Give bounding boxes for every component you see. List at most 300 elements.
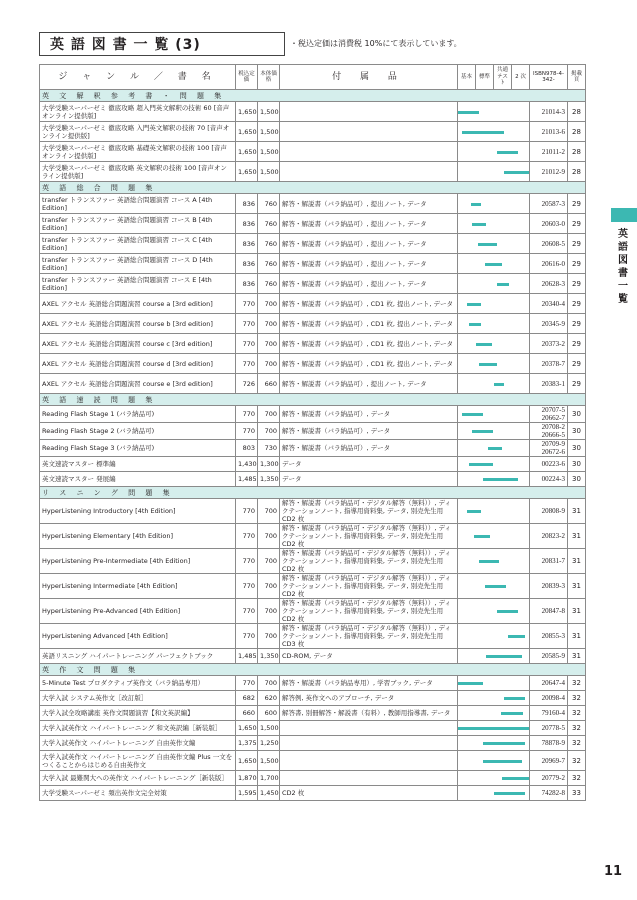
table-row bbox=[40, 786, 586, 801]
table-row bbox=[40, 102, 586, 122]
level-range-cell bbox=[458, 499, 530, 524]
book-title: 大学入試英作文 ハイパートレーニング 自由英作文編 Plus 一文をつくることからはじめる自由英作文 bbox=[40, 751, 236, 771]
book-title: 大学受験スーパーゼミ 徹底攻略 基礎英文解釈の技術 100 [音声オンライン提供版] bbox=[40, 142, 236, 162]
book-title: AXEL アクセル 英語総合問題演習 course c [3rd edition] bbox=[40, 334, 236, 354]
catalog-page: 29 bbox=[568, 374, 586, 394]
price-base: 700 bbox=[258, 524, 280, 549]
accessories: 解答・解説書（バラ納品可）, CD1 枚, 提出ノート, データ bbox=[280, 294, 458, 314]
table-row bbox=[40, 314, 586, 334]
accessories: 解答・解説書（バラ納品可）, 提出ノート, データ bbox=[280, 274, 458, 294]
price-tax: 1,870 bbox=[236, 771, 258, 786]
header-isbn: ISBN978-4-342- bbox=[530, 65, 568, 90]
isbn-code: 20855-3 bbox=[530, 624, 568, 649]
level-range-cell bbox=[458, 721, 530, 736]
accessories: 解答・解説書（バラ納品可・デジタル解答（無料））, ディクテーションノート, 指導用資料集, データ, 別売先生用 CD2 枚 bbox=[280, 524, 458, 549]
book-title: transfer トランスファー 英語総合問題演習 コース D [4th Edition] bbox=[40, 254, 236, 274]
isbn-code: 20707-5 20662-7 bbox=[530, 406, 568, 423]
level-range-bar bbox=[504, 171, 529, 174]
price-tax: 682 bbox=[236, 691, 258, 706]
price-base: 660 bbox=[258, 374, 280, 394]
catalog-page: 30 bbox=[568, 440, 586, 457]
table-row bbox=[40, 599, 586, 624]
price-base: 1,450 bbox=[258, 786, 280, 801]
table-row bbox=[40, 234, 586, 254]
table-header-row bbox=[40, 65, 586, 90]
isbn-code: 78878-9 bbox=[530, 736, 568, 751]
book-title: 大学受験スーパーゼミ 徹底攻略 入門英文解釈の技術 70 [音声オンライン提供版] bbox=[40, 122, 236, 142]
catalog-page: 30 bbox=[568, 457, 586, 472]
section-header bbox=[40, 487, 586, 499]
price-tax: 1,650 bbox=[236, 122, 258, 142]
level-range-bar bbox=[483, 478, 519, 481]
isbn-code: 20373-2 bbox=[530, 334, 568, 354]
price-tax: 770 bbox=[236, 549, 258, 574]
price-base: 700 bbox=[258, 423, 280, 440]
section-label: 英 語 総 合 問 題 集 bbox=[40, 182, 586, 194]
book-list-table bbox=[39, 64, 586, 801]
level-range-cell bbox=[458, 294, 530, 314]
table-row bbox=[40, 194, 586, 214]
price-tax: 836 bbox=[236, 194, 258, 214]
level-range-cell bbox=[458, 771, 530, 786]
catalog-page: 31 bbox=[568, 599, 586, 624]
table-row bbox=[40, 457, 586, 472]
isbn-code: 20098-4 bbox=[530, 691, 568, 706]
catalog-page: 29 bbox=[568, 294, 586, 314]
price-tax: 770 bbox=[236, 406, 258, 423]
accessories: 解答・解説書（バラ納品可）, CD1 枚, 提出ノート, データ bbox=[280, 334, 458, 354]
price-base: 620 bbox=[258, 691, 280, 706]
price-base: 1,500 bbox=[258, 102, 280, 122]
price-base: 700 bbox=[258, 624, 280, 649]
isbn-code: 20647-4 bbox=[530, 676, 568, 691]
price-base: 760 bbox=[258, 254, 280, 274]
header-level-basic: 基本 bbox=[458, 65, 476, 90]
level-range-cell bbox=[458, 334, 530, 354]
level-range-bar bbox=[458, 682, 483, 685]
level-range-bar bbox=[497, 283, 509, 286]
price-base: 1,700 bbox=[258, 771, 280, 786]
isbn-code: 00224-3 bbox=[530, 472, 568, 487]
price-base: 700 bbox=[258, 574, 280, 599]
level-range-cell bbox=[458, 354, 530, 374]
level-range-cell bbox=[458, 440, 530, 457]
level-range-cell bbox=[458, 457, 530, 472]
catalog-page: 31 bbox=[568, 649, 586, 664]
level-range-bar bbox=[469, 323, 482, 326]
level-range-cell bbox=[458, 234, 530, 254]
accessories bbox=[280, 771, 458, 786]
book-title: 大学入試英作文 ハイパートレーニング 和文英訳編［新装版］ bbox=[40, 721, 236, 736]
table-row bbox=[40, 524, 586, 549]
catalog-page: 30 bbox=[568, 423, 586, 440]
isbn-code: 79160-4 bbox=[530, 706, 568, 721]
price-tax: 726 bbox=[236, 374, 258, 394]
isbn-code: 20808-9 bbox=[530, 499, 568, 524]
level-range-bar bbox=[497, 610, 518, 613]
table-row bbox=[40, 706, 586, 721]
price-tax: 770 bbox=[236, 524, 258, 549]
isbn-code: 20587-3 bbox=[530, 194, 568, 214]
price-base: 1,500 bbox=[258, 122, 280, 142]
table-row bbox=[40, 162, 586, 182]
price-base: 700 bbox=[258, 599, 280, 624]
price-tax: 1,650 bbox=[236, 751, 258, 771]
book-title: Reading Flash Stage 2 (バラ納品可) bbox=[40, 423, 236, 440]
price-base: 700 bbox=[258, 499, 280, 524]
book-title: HyperListening Advanced [4th Edition] bbox=[40, 624, 236, 649]
section-label: 英 語 速 読 問 題 集 bbox=[40, 394, 586, 406]
price-base: 700 bbox=[258, 354, 280, 374]
level-range-cell bbox=[458, 162, 530, 182]
isbn-code: 20778-5 bbox=[530, 721, 568, 736]
table-row bbox=[40, 406, 586, 423]
level-range-cell bbox=[458, 676, 530, 691]
accessories bbox=[280, 736, 458, 751]
level-range-bar bbox=[502, 777, 529, 780]
price-tax: 1,595 bbox=[236, 786, 258, 801]
level-range-bar bbox=[469, 463, 494, 466]
section-header bbox=[40, 394, 586, 406]
level-range-cell bbox=[458, 194, 530, 214]
catalog-page: 29 bbox=[568, 214, 586, 234]
level-range-cell bbox=[458, 102, 530, 122]
level-range-bar bbox=[485, 585, 506, 588]
price-base: 600 bbox=[258, 706, 280, 721]
book-title: HyperListening Introductory [4th Edition] bbox=[40, 499, 236, 524]
section-header bbox=[40, 182, 586, 194]
table-row bbox=[40, 423, 586, 440]
isbn-code: 20585-9 bbox=[530, 649, 568, 664]
catalog-page: 32 bbox=[568, 706, 586, 721]
level-range-cell bbox=[458, 574, 530, 599]
isbn-code: 20383-1 bbox=[530, 374, 568, 394]
price-base: 700 bbox=[258, 334, 280, 354]
accessories: データ bbox=[280, 457, 458, 472]
level-range-bar bbox=[472, 223, 486, 226]
price-tax: 836 bbox=[236, 234, 258, 254]
price-base: 1,500 bbox=[258, 751, 280, 771]
table-row bbox=[40, 142, 586, 162]
isbn-code: 20969-7 bbox=[530, 751, 568, 771]
catalog-page: 29 bbox=[568, 354, 586, 374]
level-range-cell bbox=[458, 314, 530, 334]
level-range-cell bbox=[458, 472, 530, 487]
price-base: 1,500 bbox=[258, 162, 280, 182]
level-range-bar bbox=[501, 712, 524, 715]
level-range-cell bbox=[458, 214, 530, 234]
catalog-page: 29 bbox=[568, 254, 586, 274]
isbn-code: 20709-9 20672-6 bbox=[530, 440, 568, 457]
book-title: 大学入試 システム英作文［改訂版］ bbox=[40, 691, 236, 706]
level-range-cell bbox=[458, 423, 530, 440]
header-price-tax: 税込定価 bbox=[236, 65, 258, 90]
isbn-code: 20603-0 bbox=[530, 214, 568, 234]
price-tax: 836 bbox=[236, 214, 258, 234]
level-range-bar bbox=[472, 430, 493, 433]
book-title: transfer トランスファー 英語総合問題演習 コース B [4th Edition] bbox=[40, 214, 236, 234]
isbn-code: 21014-3 bbox=[530, 102, 568, 122]
header-level-common-test: 共通テスト bbox=[494, 65, 512, 90]
level-range-cell bbox=[458, 549, 530, 574]
catalog-page: 31 bbox=[568, 549, 586, 574]
price-tax: 1,485 bbox=[236, 472, 258, 487]
catalog-page: 28 bbox=[568, 142, 586, 162]
price-tax: 770 bbox=[236, 423, 258, 440]
catalog-page: 32 bbox=[568, 736, 586, 751]
price-tax: 770 bbox=[236, 624, 258, 649]
level-range-cell bbox=[458, 122, 530, 142]
table-row bbox=[40, 771, 586, 786]
accessories: 解答・解説書（バラ納品可）, データ bbox=[280, 423, 458, 440]
level-range-cell bbox=[458, 736, 530, 751]
catalog-page: 31 bbox=[568, 624, 586, 649]
accessories: 解答・解説書（バラ納品可）, 提出ノート, データ bbox=[280, 234, 458, 254]
table-row bbox=[40, 499, 586, 524]
accessories bbox=[280, 721, 458, 736]
book-title: HyperListening Pre-Advanced [4th Edition] bbox=[40, 599, 236, 624]
level-range-cell bbox=[458, 524, 530, 549]
level-range-bar bbox=[494, 383, 505, 386]
level-range-bar bbox=[476, 343, 492, 346]
isbn-code: 20708-2 20666-5 bbox=[530, 423, 568, 440]
accessories bbox=[280, 142, 458, 162]
book-title: 大学入試英作文 ハイパートレーニング 自由英作文編 bbox=[40, 736, 236, 751]
price-tax: 770 bbox=[236, 499, 258, 524]
book-title: 英文速読マスター 発展編 bbox=[40, 472, 236, 487]
catalog-page: 29 bbox=[568, 234, 586, 254]
accessories: 解答・解説書（バラ納品可）, CD1 枚, 提出ノート, データ bbox=[280, 314, 458, 334]
isbn-code: 20340-4 bbox=[530, 294, 568, 314]
level-range-bar bbox=[479, 560, 499, 563]
isbn-code: 20608-5 bbox=[530, 234, 568, 254]
accessories: 解答・解説書（バラ納品可）, 提出ノート, データ bbox=[280, 254, 458, 274]
table-row bbox=[40, 274, 586, 294]
catalog-page: 30 bbox=[568, 472, 586, 487]
price-base: 700 bbox=[258, 549, 280, 574]
price-base: 760 bbox=[258, 194, 280, 214]
table-row bbox=[40, 751, 586, 771]
price-tax: 1,650 bbox=[236, 102, 258, 122]
catalog-page: 32 bbox=[568, 691, 586, 706]
price-tax: 770 bbox=[236, 314, 258, 334]
section-label: 英 作 文 問 題 集 bbox=[40, 664, 586, 676]
table-row bbox=[40, 294, 586, 314]
level-range-cell bbox=[458, 374, 530, 394]
book-title: AXEL アクセル 英語総合問題演習 course e [3rd edition] bbox=[40, 374, 236, 394]
level-range-cell bbox=[458, 691, 530, 706]
price-base: 760 bbox=[258, 274, 280, 294]
table-row bbox=[40, 254, 586, 274]
book-title: 英語リスニング ハイパートレーニング パーフェクトブック bbox=[40, 649, 236, 664]
price-tax: 1,485 bbox=[236, 649, 258, 664]
price-base: 1,500 bbox=[258, 721, 280, 736]
price-base: 760 bbox=[258, 214, 280, 234]
level-range-bar bbox=[467, 510, 481, 513]
level-range-cell bbox=[458, 751, 530, 771]
table-row bbox=[40, 374, 586, 394]
table-row bbox=[40, 214, 586, 234]
accessories bbox=[280, 122, 458, 142]
accessories: 解答・解説書（バラ納品可）, データ bbox=[280, 406, 458, 423]
table-row bbox=[40, 736, 586, 751]
isbn-code: 20779-2 bbox=[530, 771, 568, 786]
level-range-bar bbox=[504, 697, 525, 700]
table-row bbox=[40, 676, 586, 691]
accessories: 解答・解説書（バラ納品可・デジタル解答（無料））, ディクテーションノート, 指導用資料集, データ, 別売先生用 CD3 枚 bbox=[280, 624, 458, 649]
level-range-cell bbox=[458, 786, 530, 801]
catalog-page: 32 bbox=[568, 721, 586, 736]
level-range-bar bbox=[474, 535, 490, 538]
isbn-code: 20823-2 bbox=[530, 524, 568, 549]
price-tax: 836 bbox=[236, 274, 258, 294]
level-range-bar bbox=[462, 413, 483, 416]
level-range-bar bbox=[483, 760, 522, 763]
accessories: 解答・解説書（バラ納品可・デジタル解答（無料））, ディクテーションノート, 指導用資料集, データ, 別売先生用 CD2 枚 bbox=[280, 599, 458, 624]
table-row bbox=[40, 334, 586, 354]
price-tax: 1,650 bbox=[236, 142, 258, 162]
isbn-code: 20345-9 bbox=[530, 314, 568, 334]
level-range-bar bbox=[486, 655, 522, 658]
price-tax: 770 bbox=[236, 354, 258, 374]
accessories: 解答・解説書（バラ納品専用）, 学習ブック, データ bbox=[280, 676, 458, 691]
catalog-page: 33 bbox=[568, 786, 586, 801]
book-title: 大学入試全攻略講座 英作文問題演習【和文英訳編】 bbox=[40, 706, 236, 721]
isbn-code: 21012-9 bbox=[530, 162, 568, 182]
level-range-cell bbox=[458, 624, 530, 649]
level-range-bar bbox=[458, 727, 529, 730]
accessories: 解答・解説書（バラ納品可）, データ bbox=[280, 440, 458, 457]
price-base: 700 bbox=[258, 294, 280, 314]
book-title: 大学受験スーパーゼミ 徹底攻略 超入門英文解釈の技術 60 [音声オンライン提供版] bbox=[40, 102, 236, 122]
price-base: 1,500 bbox=[258, 142, 280, 162]
table-row bbox=[40, 649, 586, 664]
book-title: 英文速読マスター 標準編 bbox=[40, 457, 236, 472]
book-title: transfer トランスファー 英語総合問題演習 コース C [4th Edition] bbox=[40, 234, 236, 254]
accessories bbox=[280, 162, 458, 182]
price-base: 760 bbox=[258, 234, 280, 254]
table-row bbox=[40, 691, 586, 706]
isbn-code: 74282-8 bbox=[530, 786, 568, 801]
catalog-page: 29 bbox=[568, 194, 586, 214]
book-title: HyperListening Elementary [4th Edition] bbox=[40, 524, 236, 549]
header-level-standard: 標準 bbox=[476, 65, 494, 90]
header-genre: ジ ャ ン ル ／ 書 名 bbox=[40, 65, 236, 90]
level-range-bar bbox=[471, 203, 481, 206]
catalog-page: 31 bbox=[568, 524, 586, 549]
tax-note: ・税込定価は消費税 10%にて表示しています。 bbox=[290, 39, 462, 48]
level-range-bar bbox=[494, 792, 526, 795]
catalog-page: 30 bbox=[568, 406, 586, 423]
level-range-cell bbox=[458, 274, 530, 294]
level-range-cell bbox=[458, 254, 530, 274]
header-page: 掲載頁 bbox=[568, 65, 586, 90]
price-tax: 770 bbox=[236, 676, 258, 691]
accessories: 解答・解説書（バラ納品可・デジタル解答（無料））, ディクテーションノート, 指導用資料集, データ, 別売先生用 CD2 枚 bbox=[280, 499, 458, 524]
accessories bbox=[280, 751, 458, 771]
catalog-page: 31 bbox=[568, 499, 586, 524]
level-range-bar bbox=[497, 151, 518, 154]
level-range-bar bbox=[479, 363, 497, 366]
isbn-code: 21013-6 bbox=[530, 122, 568, 142]
accessories: 解答例, 英作文へのアプローチ, データ bbox=[280, 691, 458, 706]
isbn-code: 21011-2 bbox=[530, 142, 568, 162]
book-title: transfer トランスファー 英語総合問題演習 コース E [4th Edition] bbox=[40, 274, 236, 294]
page-number: 11 bbox=[604, 864, 623, 879]
accessories: 解答書, 別冊解答・解説書（有料）, 教師用指導書, データ bbox=[280, 706, 458, 721]
price-base: 700 bbox=[258, 676, 280, 691]
isbn-code: 20839-3 bbox=[530, 574, 568, 599]
catalog-page: 28 bbox=[568, 122, 586, 142]
price-tax: 1,650 bbox=[236, 162, 258, 182]
book-title: Reading Flash Stage 3 (バラ納品可) bbox=[40, 440, 236, 457]
section-label: 英 文 解 釈 参 考 書 ・ 問 題 集 bbox=[40, 90, 586, 102]
price-base: 730 bbox=[258, 440, 280, 457]
table-row bbox=[40, 354, 586, 374]
level-range-bar bbox=[462, 131, 505, 134]
side-index-tab bbox=[611, 208, 637, 222]
price-tax: 770 bbox=[236, 574, 258, 599]
isbn-code: 20616-0 bbox=[530, 254, 568, 274]
table-row bbox=[40, 472, 586, 487]
accessories: データ bbox=[280, 472, 458, 487]
book-title: AXEL アクセル 英語総合問題演習 course d [3rd edition] bbox=[40, 354, 236, 374]
level-range-cell bbox=[458, 706, 530, 721]
catalog-page: 29 bbox=[568, 314, 586, 334]
level-range-bar bbox=[488, 447, 502, 450]
book-title: transfer トランスファー 英語総合問題演習 コース A [4th Edition] bbox=[40, 194, 236, 214]
price-tax: 1,430 bbox=[236, 457, 258, 472]
section-header bbox=[40, 664, 586, 676]
isbn-code: 20831-7 bbox=[530, 549, 568, 574]
price-tax: 803 bbox=[236, 440, 258, 457]
catalog-page: 32 bbox=[568, 751, 586, 771]
table-row bbox=[40, 574, 586, 599]
price-tax: 770 bbox=[236, 599, 258, 624]
level-range-bar bbox=[458, 111, 479, 114]
accessories: 解答・解説書（バラ納品可・デジタル解答（無料））, ディクテーションノート, 指導用資料集, データ, 別売先生用 CD2 枚 bbox=[280, 574, 458, 599]
price-tax: 1,375 bbox=[236, 736, 258, 751]
isbn-code: 20847-8 bbox=[530, 599, 568, 624]
level-range-cell bbox=[458, 649, 530, 664]
isbn-code: 20628-3 bbox=[530, 274, 568, 294]
accessories: CD2 枚 bbox=[280, 786, 458, 801]
catalog-page: 32 bbox=[568, 771, 586, 786]
book-title: HyperListening Intermediate [4th Edition] bbox=[40, 574, 236, 599]
book-title: 大学入試 最難関大への英作文 ハイパートレーニング［新装版］ bbox=[40, 771, 236, 786]
side-index-label: 英語図書一覧 bbox=[618, 229, 628, 305]
level-range-cell bbox=[458, 406, 530, 423]
level-range-bar bbox=[478, 243, 497, 246]
accessories: CD-ROM, データ bbox=[280, 649, 458, 664]
catalog-title: 英 語 図 書 一 覧 (3) bbox=[50, 37, 201, 53]
book-title: AXEL アクセル 英語総合問題演習 course a [3rd edition] bbox=[40, 294, 236, 314]
catalog-page: 32 bbox=[568, 676, 586, 691]
price-base: 700 bbox=[258, 406, 280, 423]
catalog-page: 28 bbox=[568, 162, 586, 182]
table-row bbox=[40, 721, 586, 736]
header-level-secondary: 2 次 bbox=[512, 65, 530, 90]
table-row bbox=[40, 122, 586, 142]
level-range-bar bbox=[485, 263, 502, 266]
price-base: 1,250 bbox=[258, 736, 280, 751]
price-tax: 660 bbox=[236, 706, 258, 721]
price-tax: 770 bbox=[236, 294, 258, 314]
accessories bbox=[280, 102, 458, 122]
accessories: 解答・解説書（バラ納品可）, CD1 枚, 提出ノート, データ bbox=[280, 354, 458, 374]
price-tax: 836 bbox=[236, 254, 258, 274]
level-range-bar bbox=[483, 742, 526, 745]
